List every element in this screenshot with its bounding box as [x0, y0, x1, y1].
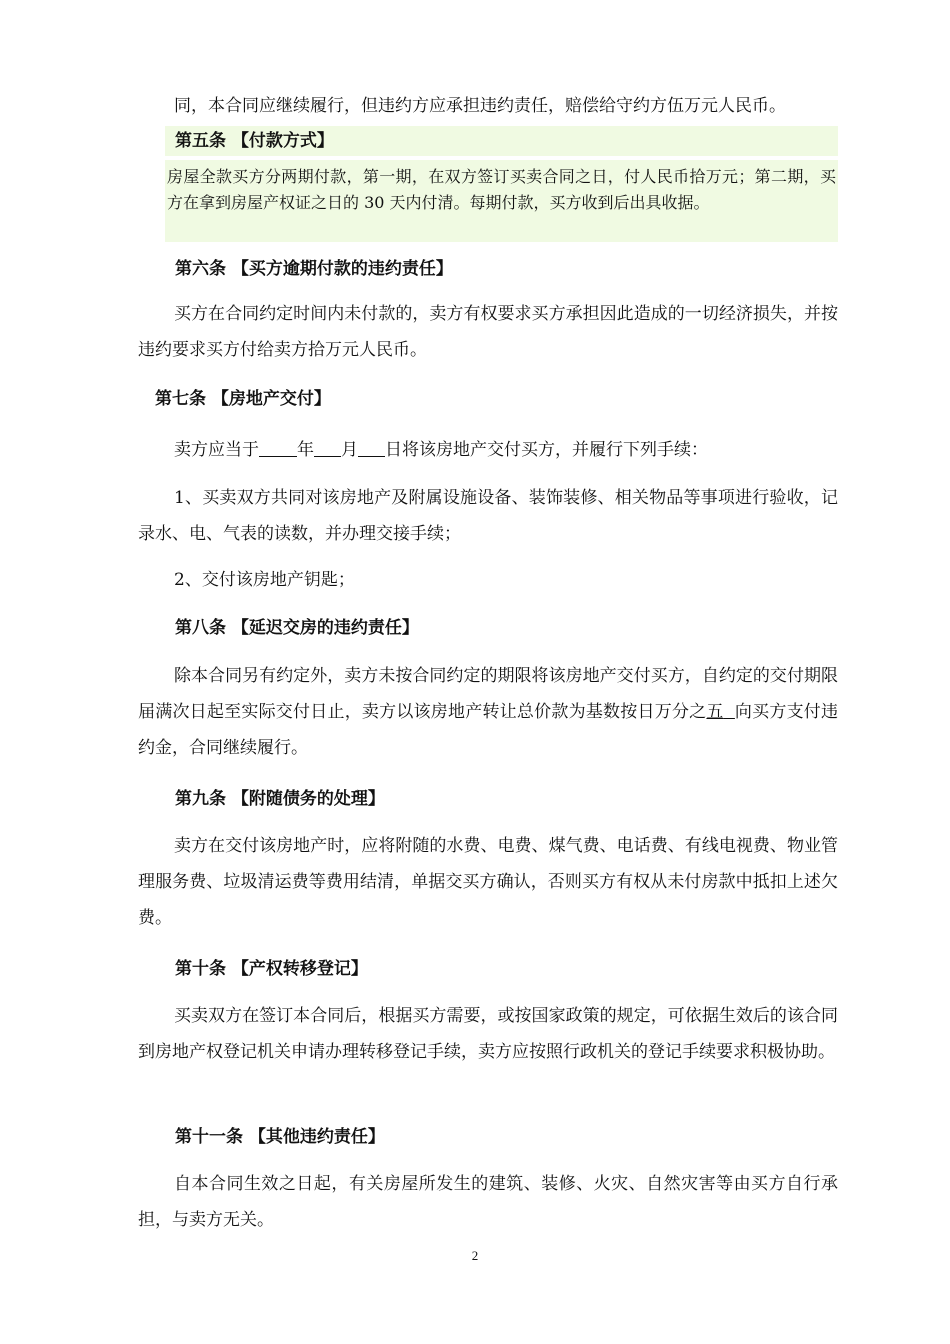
article10-body: 买卖双方在签订本合同后，根据买方需要，或按国家政策的规定，可依据生效后的该合同到房地产权登记机关申请办理转移登记手续，卖方应按照行政机关的登记手续要求积极协助。: [138, 1006, 838, 1062]
article7-intro-tail: 日将该房地产交付买方，并履行下列手续：: [385, 440, 708, 460]
article11-title: 第十一条 【其他违约责任】: [175, 1127, 385, 1147]
article8-body-lead: 除本合同另有约定外，卖方未按合同约定的期限将该房地产交付买方，自约定的交付期限届满次日起至实际交付日止，卖方以该房地产转让总价款为基数按日万分之: [138, 666, 838, 722]
article6-title: 第六条 【买方逾期付款的违约责任】: [175, 259, 453, 279]
article5-title: 第五条 【付款方式】: [175, 131, 334, 151]
month-blank: [314, 439, 341, 457]
article11-body: 自本合同生效之日起，有关房屋所发生的建筑、装修、火灾、自然灾害等由买方自行承担，与卖方无关。: [138, 1174, 838, 1230]
year-label: 年: [297, 440, 314, 460]
article5-highlight-body: [165, 160, 838, 242]
month-label: 月: [341, 440, 358, 460]
article9-title: 第九条 【附随债务的处理】: [175, 789, 385, 809]
article5-body: 房屋全款买方分两期付款，第一期，在双方签订买卖合同之日，付人民币拾万元；第二期，买方在拿到房屋产权证之日的 30 天内付清。每期付款，买方收到后出具收据。: [167, 167, 836, 212]
penalty-rate: 五: [706, 702, 724, 722]
article8-body: [138, 658, 838, 766]
page-number: 2: [471, 1248, 479, 1263]
article7-item2: 2、交付该房地产钥匙；: [174, 570, 355, 590]
day-blank: [358, 439, 385, 457]
article7-title: 第七条 【房地产交付】: [155, 389, 331, 409]
article7-intro-lead: 卖方应当于: [174, 440, 259, 460]
article7-intro: [138, 432, 838, 468]
article9-body: 卖方在交付该房地产时，应将附随的水费、电费、煤气费、电话费、有线电视费、物业管理服务费、垃圾清运费等费用结清，单据交买方确认，否则买方有权从未付房款中抵扣上述欠费。: [138, 836, 838, 928]
year-blank: [259, 439, 297, 457]
article6-body: 买方在合同约定时间内未付款的，卖方有权要求买方承担因此造成的一切经济损失，并按违约要求买方付给卖方拾万元人民币。: [138, 304, 838, 360]
article8-title: 第八条 【延迟交房的违约责任】: [175, 618, 419, 638]
article10-title: 第十条 【产权转移登记】: [175, 959, 368, 979]
article8-body-tail: 向买方支付违约金，合同继续履行。: [138, 702, 839, 758]
article4-tail: 同，本合同应继续履行，但违约方应承担违约责任，赔偿给守约方伍万元人民币。: [174, 96, 786, 116]
article7-item1: 1、买卖双方共同对该房地产及附属设施设备、装饰装修、相关物品等事项进行验收，记录水、电、气表的读数，并办理交接手续；: [138, 488, 838, 544]
